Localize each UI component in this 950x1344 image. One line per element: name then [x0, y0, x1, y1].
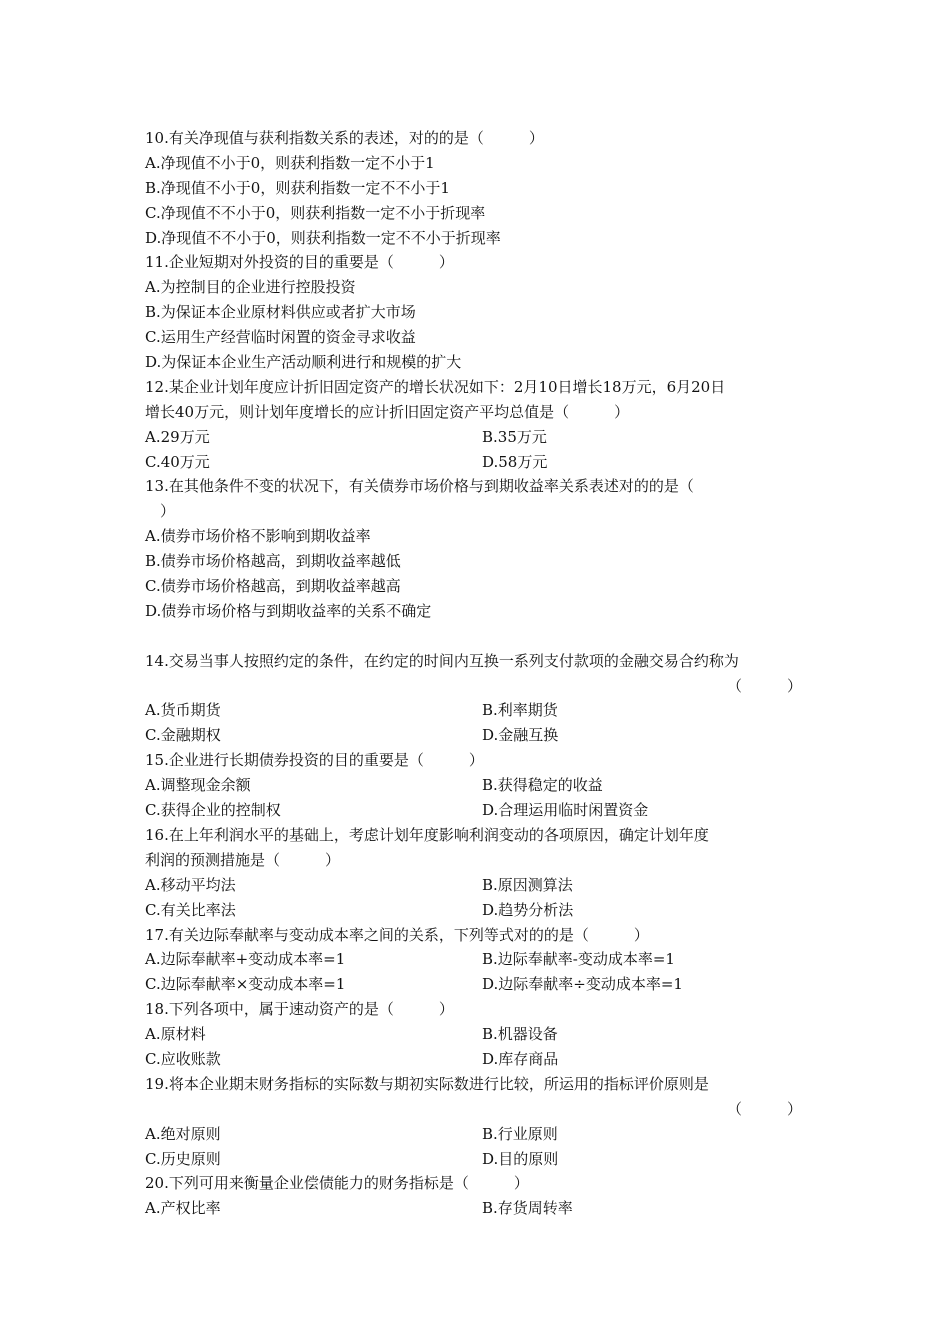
question-19-answer-blank: （ ） — [726, 1099, 802, 1118]
question-15-stem: 15.企业进行长期债券投资的目的重要是（ ） — [145, 751, 484, 770]
question-14-option-a: A.货币期货 — [145, 701, 221, 720]
question-13-option-b: B.债券市场价格越高，到期收益率越低 — [145, 552, 401, 571]
question-13-option-c: C.债券市场价格越高，到期收益率越高 — [145, 577, 401, 596]
question-15-options-row-2 — [145, 798, 810, 823]
question-20-stem: 20.下列可用来衡量企业偿债能力的财务指标是（ ） — [145, 1174, 529, 1193]
question-17-option-a: A.边际奉献率+变动成本率=1 — [145, 950, 346, 969]
question-19-options-row-2 — [145, 1147, 810, 1172]
question-16-options-row-2 — [145, 898, 810, 923]
question-18-stem: 18.下列各项中，属于速动资产的是（ ） — [145, 1000, 454, 1019]
question-12-stem-line-2: 增长40万元，则计划年度增长的应计折旧固定资产平均总值是（ ） — [145, 402, 630, 421]
question-11-option-c: C.运用生产经营临时闲置的资金寻求收益 — [145, 328, 416, 347]
question-18-option-c: C.应收账款 — [145, 1049, 221, 1068]
question-19-option-a: A.绝对原则 — [145, 1124, 221, 1143]
question-20-options-row-1 — [145, 1196, 810, 1221]
question-11-stem: 11.企业短期对外投资的目的重要是（ ） — [145, 253, 454, 272]
question-16-option-a: A.移动平均法 — [145, 875, 236, 894]
question-19-option-c: C.历史原则 — [145, 1149, 221, 1168]
question-14-option-c: C.金融期权 — [145, 726, 221, 745]
question-13-stem-line-1: 13.在其他条件不变的状况下，有关债券市场价格与到期收益率关系表述对的的是（ — [145, 477, 694, 496]
question-16-option-b: B.原因测算法 — [482, 875, 573, 894]
question-18-option-d: D.库存商品 — [482, 1049, 559, 1068]
question-15-option-c: C.获得企业的控制权 — [145, 801, 281, 820]
question-10-option-b: B.净现值不小于0，则获利指数一定不不小于1 — [145, 178, 450, 197]
question-20-option-b: B.存货周转率 — [482, 1199, 573, 1218]
question-14-option-b: B.利率期货 — [482, 701, 558, 720]
question-17-option-b: B.边际奉献率-变动成本率=1 — [482, 950, 675, 969]
question-15-option-a: A.调整现金余额 — [145, 776, 251, 795]
question-14-answer-blank: （ ） — [726, 676, 802, 695]
question-15-options-row-1 — [145, 773, 810, 798]
question-14-option-d: D.金融互换 — [482, 726, 559, 745]
question-19-option-d: D.目的原则 — [482, 1149, 559, 1168]
question-12-option-d: D.58万元 — [482, 452, 548, 471]
question-16-stem-line-2: 利润的预测措施是（ ） — [145, 850, 341, 869]
question-13-stem-line-2: ） — [145, 502, 176, 521]
question-17-options-row-2 — [145, 972, 810, 997]
question-13-option-d: D.债券市场价格与到期收益率的关系不确定 — [145, 601, 432, 620]
question-14-options-row-1 — [145, 698, 810, 723]
question-19-stem-line-1: 19.将本企业期末财务指标的实际数与期初实际数进行比较，所运用的指标评价原则是 — [145, 1074, 709, 1093]
question-19-options-row-1 — [145, 1122, 810, 1147]
question-12-options-row-2 — [145, 450, 810, 475]
question-17-option-c: C.边际奉献率×变动成本率=1 — [145, 975, 346, 994]
question-18-option-b: B.机器设备 — [482, 1025, 558, 1044]
question-16-option-d: D.趋势分析法 — [482, 900, 574, 919]
question-14-options-row-2 — [145, 723, 810, 748]
question-18-options-row-1 — [145, 1022, 810, 1047]
question-13-option-a: A.债券市场价格不影响到期收益率 — [145, 527, 371, 546]
question-16-options-row-1 — [145, 873, 810, 898]
question-11-option-a: A.为控制目的企业进行控股投资 — [145, 278, 356, 297]
exam-page — [145, 126, 810, 1221]
question-20-option-a: A.产权比率 — [145, 1199, 221, 1218]
question-17-options-row-1 — [145, 947, 810, 972]
question-18-option-a: A.原材料 — [145, 1025, 206, 1044]
question-17-option-d: D.边际奉献率÷变动成本率=1 — [482, 975, 683, 994]
question-11-option-b: B.为保证本企业原材料供应或者扩大市场 — [145, 303, 416, 322]
question-15-option-b: B.获得稳定的收益 — [482, 776, 603, 795]
question-12-option-b: B.35万元 — [482, 427, 547, 446]
question-10-stem: 10.有关净现值与获利指数关系的表述，对的的是（ ） — [145, 129, 544, 147]
question-14-stem-line-1: 14.交易当事人按照约定的条件，在约定的时间内互换一系列支付款项的金融交易合约称为 — [145, 651, 739, 670]
question-10-option-a: A.净现值不小于0，则获利指数一定不小于1 — [145, 153, 435, 172]
question-18-options-row-2 — [145, 1047, 810, 1072]
question-12-options-row-1 — [145, 425, 810, 450]
blank-line — [145, 624, 810, 649]
question-11-option-d: D.为保证本企业生产活动顺利进行和规模的扩大 — [145, 353, 462, 372]
question-12-option-c: C.40万元 — [145, 452, 210, 471]
question-12-stem-line-1: 12.某企业计划年度应计折旧固定资产的增长状况如下：2月10日增长18万元，6月20日 — [145, 377, 726, 396]
question-12-option-a: A.29万元 — [145, 427, 210, 446]
question-16-stem-line-1: 16.在上年利润水平的基础上，考虑计划年度影响利润变动的各项原因，确定计划年度 — [145, 825, 709, 844]
question-16-option-c: C.有关比率法 — [145, 900, 236, 919]
question-15-option-d: D.合理运用临时闲置资金 — [482, 801, 649, 820]
question-19-option-b: B.行业原则 — [482, 1124, 558, 1143]
question-10-option-c: C.净现值不不小于0，则获利指数一定不小于折现率 — [145, 203, 486, 222]
question-17-stem: 17.有关边际奉献率与变动成本率之间的关系，下列等式对的的是（ ） — [145, 925, 649, 944]
question-10-option-d: D.净现值不不小于0，则获利指数一定不不小于折现率 — [145, 228, 501, 247]
